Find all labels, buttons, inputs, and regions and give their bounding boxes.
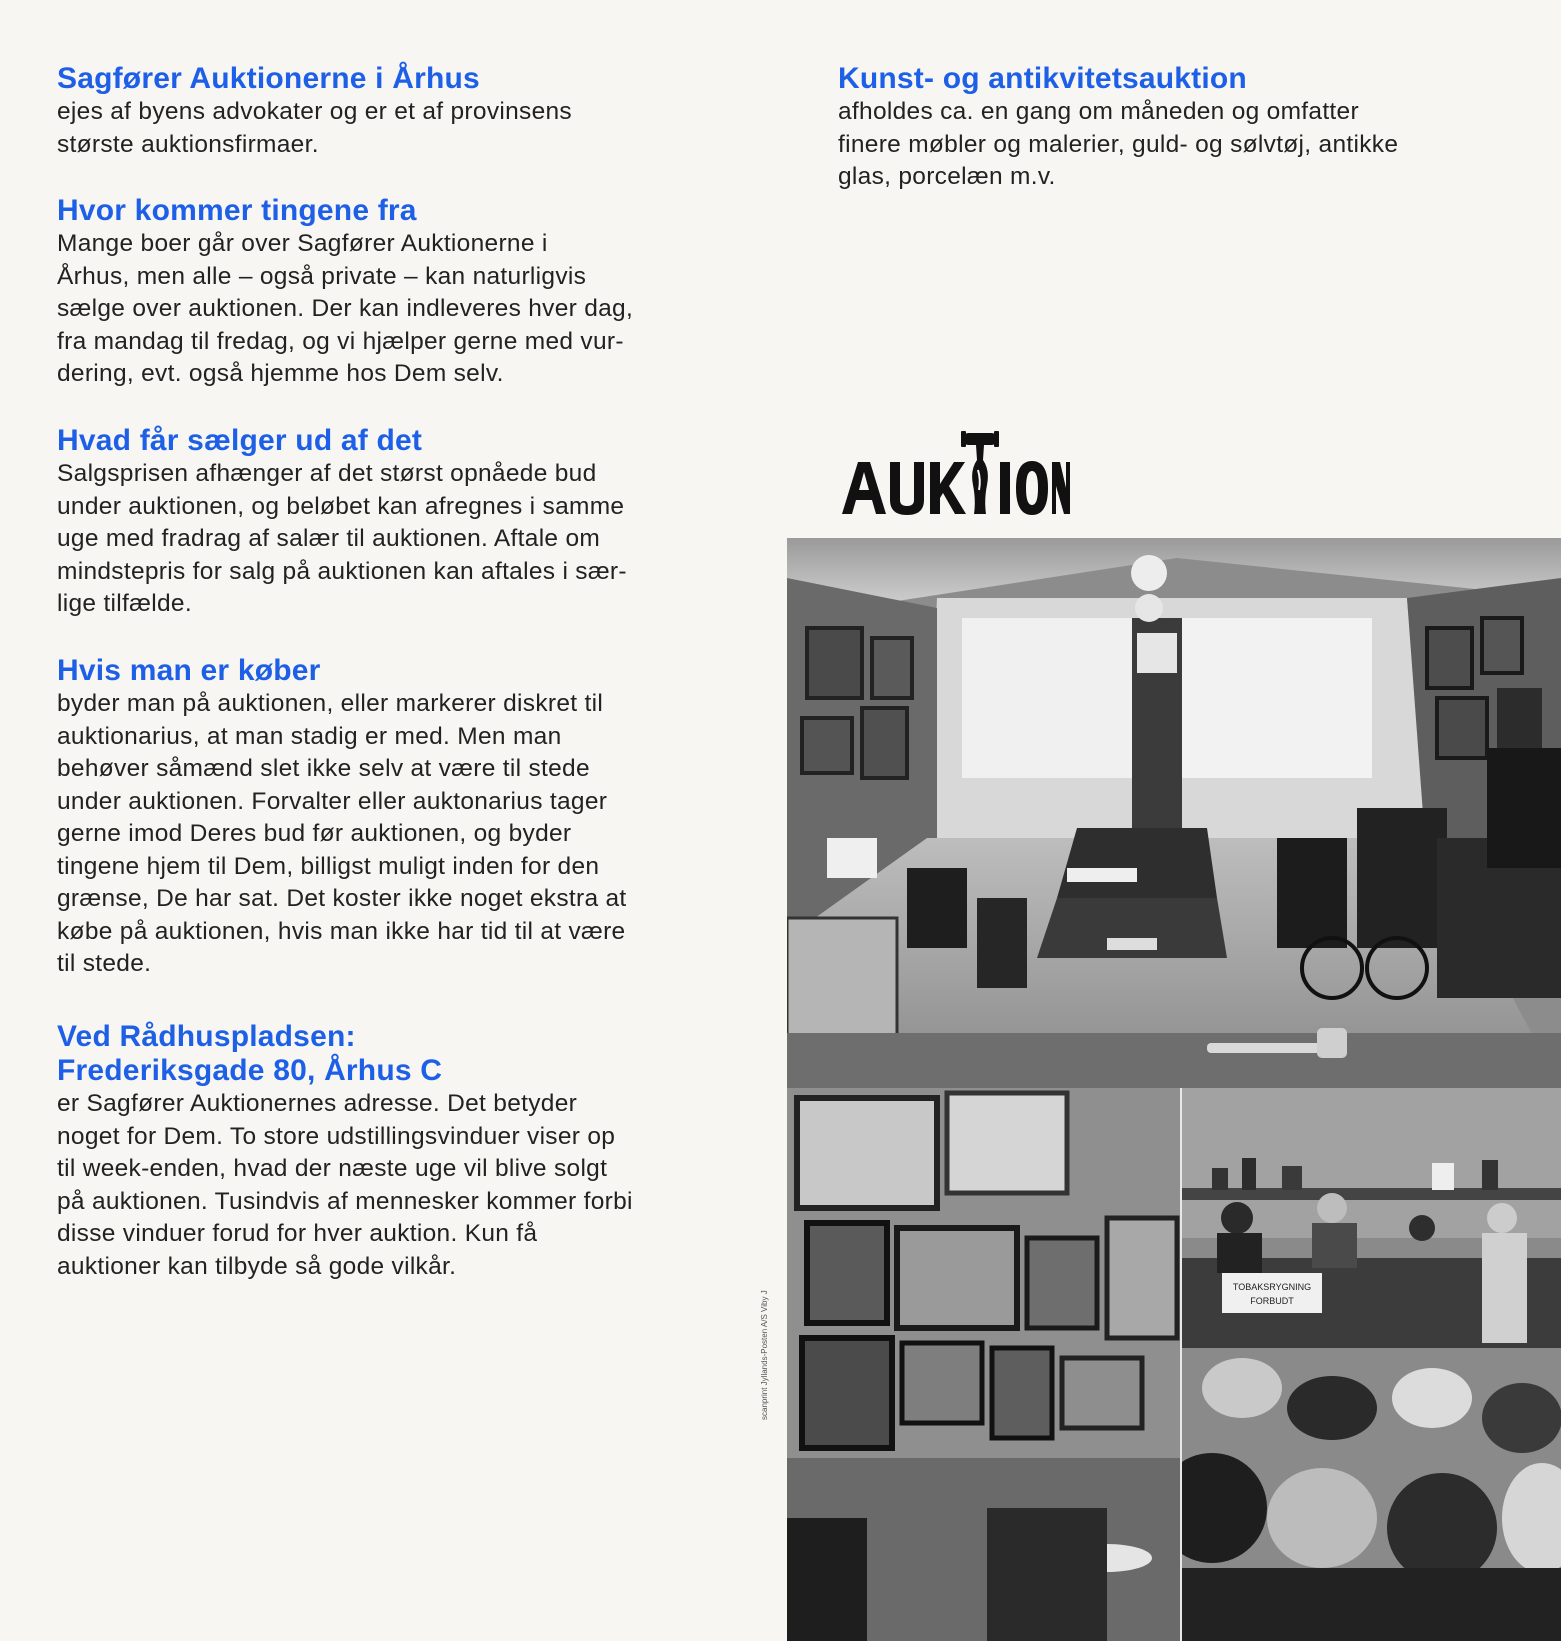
printer-credit: scanprint Jyllands-Posten A/S Viby J — [760, 1290, 769, 1420]
gavel-icon — [961, 431, 999, 514]
sign-text: FORBUDT — [1250, 1296, 1294, 1306]
section-heading: Kunst- og antikvitetsauktion — [838, 62, 1247, 95]
section-buyer — [57, 654, 627, 981]
section-body: Salgsprisen afhænger af det størst opnåede bud under auktionen, og beløbet kan afregnes i samme uge med fradrag af salær til auktionen. Aftale om mindstepris for salg på auktionen kan aftales i sær- lige tilfælde. — [57, 460, 627, 617]
section-origin — [57, 194, 633, 391]
section-body: er Sagfører Auktionernes adresse. Det betyder noget for Dem. To store udstillingsvinduer viser op til week-enden, hvad der næste uge vil blive solgt på auktionen. Tusindvis af mennesker kommer forbi disse vinduer forud for hver auktion. Kun få auktioner kan tilbyde så gode vilkår. — [57, 1090, 633, 1280]
section-heading: Hvis man er køber — [57, 654, 321, 687]
section-heading: Ved Rådhuspladsen: Frederiksgade 80, Århus C — [57, 1020, 443, 1087]
section-heading: Hvor kommer tingene fra — [57, 194, 417, 227]
section-body: ejes af byens advokater og er et af provinsens største auktionsfirmaer. — [57, 98, 572, 158]
auktion-logo — [840, 430, 1070, 525]
auction-hall-photo — [787, 538, 1561, 1088]
section-address — [57, 1020, 633, 1283]
section-about — [57, 62, 572, 161]
paintings-photo — [787, 1088, 1182, 1641]
auktion-logo-graphic — [840, 430, 1070, 530]
section-seller — [57, 424, 627, 621]
sign-text: TOBAKSRYGNING — [1232, 1282, 1312, 1292]
section-body: byder man på auktionen, eller markerer diskret til auktionarius, at man stadig er med. Men man behøver såmænd slet ikke selv at være til stede under auktionen. Forvalter eller auktonarius tager gerne imod Deres bud før auktionen, og byder tingene hjem til Dem, billigst muligt inden for den grænse, De har sat. Det koster ikke noget ekstra at købe på auktionen, hvis man ikke har tid til at være til stede. — [57, 690, 627, 977]
section-heading: Sagfører Auktionerne i Århus — [57, 62, 480, 95]
right-column — [838, 62, 1498, 194]
section-body: afholdes ca. en gang om måneden og omfatter finere møbler og malerier, guld- og sølvtøj, antikke glas, porcelæn m.v. — [838, 98, 1399, 190]
auction-crowd-photo — [1182, 1088, 1561, 1641]
section-heading: Hvad får sælger ud af det — [57, 424, 423, 457]
section-body: Mange boer går over Sagfører Auktionerne i Århus, men alle – også private – kan naturligvis sælge over auktionen. Der kan indleveres hver dag, fra mandag til fredag, og vi hjælper gerne med vur- dering, evt. også hjemme hos Dem selv. — [57, 230, 634, 387]
